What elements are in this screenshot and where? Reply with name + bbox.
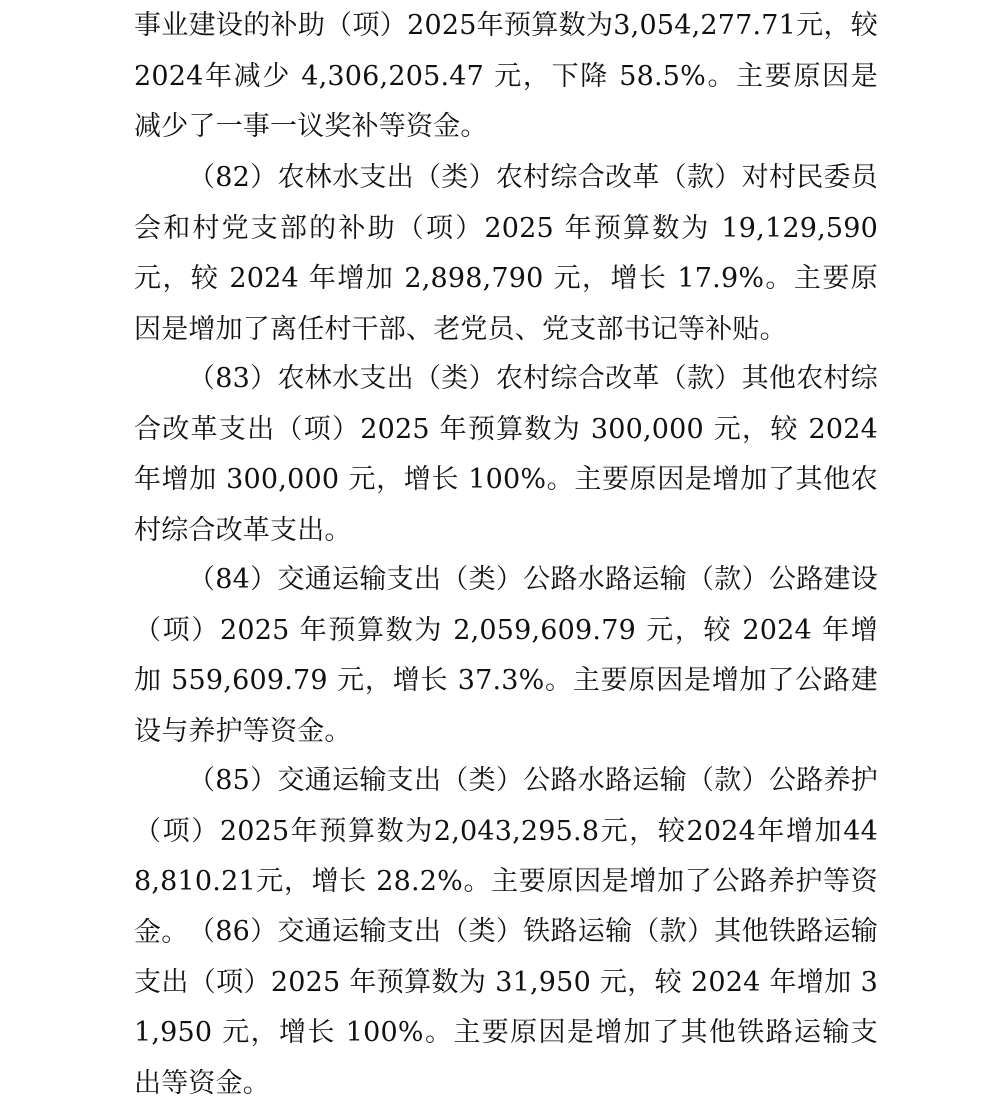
paragraph-item-83: （83）农林水支出（类）农村综合改革（款）其他农村综合改革支出（项）2025 年预算数为 300,000 元，较 2024 年增加 300,000 元，增长 100%。主要原因是增加了其他农村综合改革支出。 bbox=[134, 363, 878, 546]
paragraph-continuation: 事业建设的补助（项）2025年预算数为3,054,277.71元，较2024年减少 4,306,205.47 元，下降 58.5%。主要原因是减少了一事一议奖补等资金。 bbox=[134, 10, 878, 142]
paragraph-item-85: （85）交通运输支出（类）公路水路运输（款）公路养护（项）2025年预算数为2,043,295.8元，较2024年增加448,810.21元，增长 28.2%。主要原因是增加了公路养护等资金。 bbox=[134, 765, 878, 948]
paragraph-item-86: （86）交通运输支出（类）铁路运输（款）其他铁路运输支出（项）2025 年预算数为 31,950 元，较 2024 年增加 31,950 元，增长 100%。主要原因是增加了其他铁路运输支出等资金。 bbox=[134, 916, 878, 1099]
paragraph-item-82: （82）农林水支出（类）农村综合改革（款）对村民委员会和村党支部的补助（项）2025 年预算数为 19,129,590 元，较 2024 年增加 2,898,790 元，增长 17.9%。主要原因是增加了离任村干部、老党员、党支部书记等补贴。 bbox=[134, 162, 878, 345]
paragraph-item-84: （84）交通运输支出（类）公路水路运输（款）公路建设（项）2025 年预算数为 2,059,609.79 元，较 2024 年增加 559,609.79 元，增长 37.3%。主要原因是增加了公路建设与养护等资金。 bbox=[134, 564, 878, 747]
